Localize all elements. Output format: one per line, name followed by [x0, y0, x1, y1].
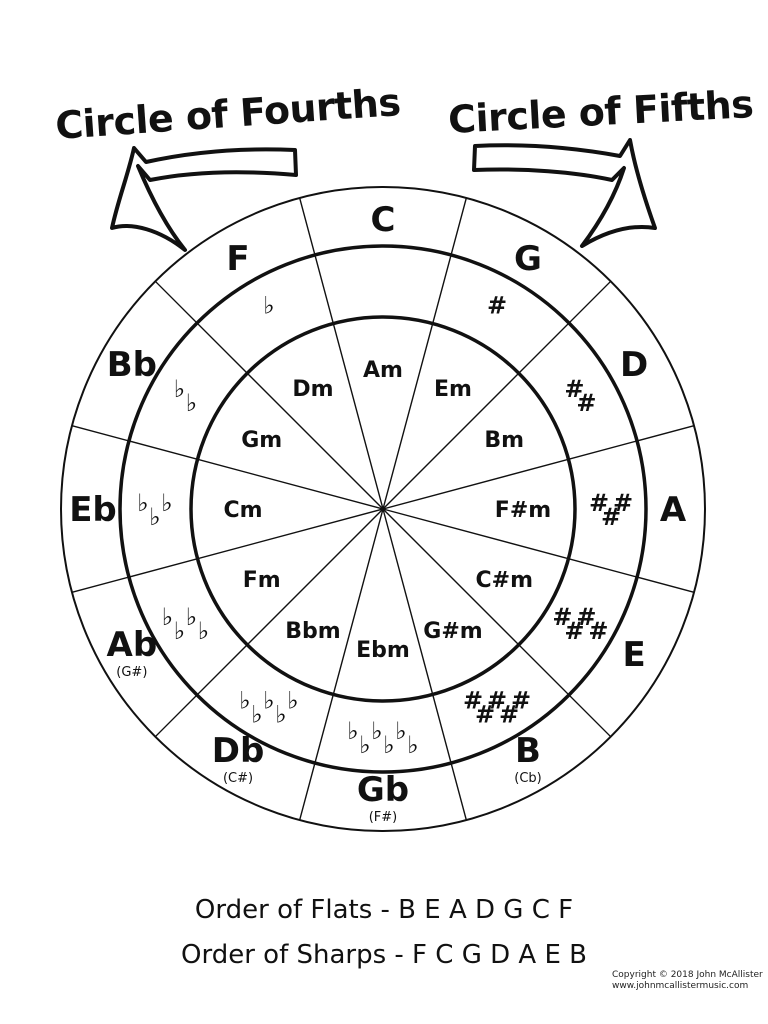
- flat-symbol: ♭: [383, 731, 395, 759]
- sharp-symbol: #: [474, 700, 496, 729]
- minor-key-gm: Gm: [241, 428, 283, 453]
- minor-key-g-sharpm: G#m: [423, 619, 483, 645]
- flat-symbol: ♭: [263, 291, 275, 320]
- circle-of-fifths-label: Circle of Fifths: [447, 82, 755, 142]
- major-key--flat: B: [515, 731, 541, 772]
- minor-key-em: Em: [434, 376, 472, 402]
- flat-symbol: ♭: [185, 389, 198, 417]
- flat-symbol: ♭: [185, 603, 198, 631]
- order-of-sharps: Order of Sharps - F C G D A E B: [181, 940, 587, 970]
- minor-key-am: Am: [363, 358, 403, 383]
- sharp-symbol: #: [588, 617, 609, 645]
- copyright-line: Copyright © 2018 John McAllister: [612, 970, 763, 980]
- flat-symbol: ♭: [161, 489, 173, 517]
- sharp-symbol: #: [486, 686, 508, 715]
- major-key-b-flat: Bb: [106, 345, 157, 385]
- flat-symbol: ♭: [407, 731, 419, 759]
- major-key-e-flat: Eb: [69, 490, 117, 530]
- flat-symbol: ♭: [371, 717, 383, 745]
- flat-symbol: ♭: [347, 717, 359, 745]
- flat-symbol: ♭: [251, 700, 263, 729]
- enharmonic-g-flat: (F#): [368, 810, 398, 825]
- minor-key-cm: Cm: [223, 498, 263, 523]
- flat-symbol: ♭: [173, 617, 186, 645]
- major-key-e: E: [622, 635, 646, 675]
- flat-symbol: ♭: [287, 686, 299, 715]
- flat-symbol: ♭: [161, 603, 174, 631]
- minor-key-bm: Bm: [484, 428, 525, 453]
- sharp-symbol: #: [600, 503, 622, 531]
- flat-symbol: ♭: [137, 489, 149, 517]
- enharmonic-a-flat: (G#): [116, 665, 148, 680]
- sharp-symbol: #: [576, 389, 597, 417]
- sharp-symbol: #: [612, 489, 634, 517]
- enharmonic--flat: (Cb): [514, 771, 542, 787]
- flat-symbol: ♭: [149, 503, 161, 531]
- sharp-symbol: #: [564, 375, 585, 403]
- copyright-url: www.johnmcallistermusic.com: [612, 981, 749, 991]
- flat-symbol: ♭: [173, 375, 186, 403]
- major-key-g-flat: Gb: [356, 770, 410, 810]
- minor-key-c-sharpm: C#m: [475, 568, 534, 593]
- major-key-d: D: [620, 345, 649, 385]
- sharp-symbol: #: [564, 617, 585, 645]
- minor-key-dm: Dm: [292, 376, 334, 402]
- major-key-d-flat: Db: [211, 731, 265, 772]
- flat-symbol: ♭: [395, 717, 407, 745]
- copyright-notice: [612, 970, 763, 992]
- sharp-symbol: #: [486, 291, 508, 320]
- major-key-a: A: [659, 490, 687, 530]
- minor-key-ebm: Ebm: [356, 638, 410, 663]
- sharp-symbol: #: [462, 686, 484, 715]
- sharp-symbol: #: [510, 686, 532, 715]
- flat-symbol: ♭: [263, 686, 275, 715]
- flat-symbol: ♭: [197, 617, 210, 645]
- sharp-symbol: #: [588, 489, 610, 517]
- sharp-symbol: #: [552, 603, 573, 631]
- major-key-f: F: [226, 238, 250, 279]
- enharmonic-d-flat: (C#): [222, 771, 254, 787]
- major-key-g: G: [514, 238, 542, 279]
- major-key-a-flat: Ab: [106, 625, 158, 665]
- minor-key-f-sharpm: F#m: [494, 498, 552, 523]
- major-key-c: C: [370, 200, 396, 240]
- flat-symbol: ♭: [275, 700, 287, 729]
- circle-of-fourths-label: Circle of Fourths: [53, 79, 402, 149]
- flat-symbol: ♭: [359, 731, 371, 759]
- minor-key-fm: Fm: [242, 568, 281, 593]
- order-of-flats: Order of Flats - B E A D G C F: [194, 895, 574, 925]
- sharp-symbol: #: [498, 700, 520, 729]
- flat-symbol: ♭: [239, 686, 251, 715]
- minor-key-bbm: Bbm: [285, 619, 341, 645]
- sharp-symbol: #: [576, 603, 597, 631]
